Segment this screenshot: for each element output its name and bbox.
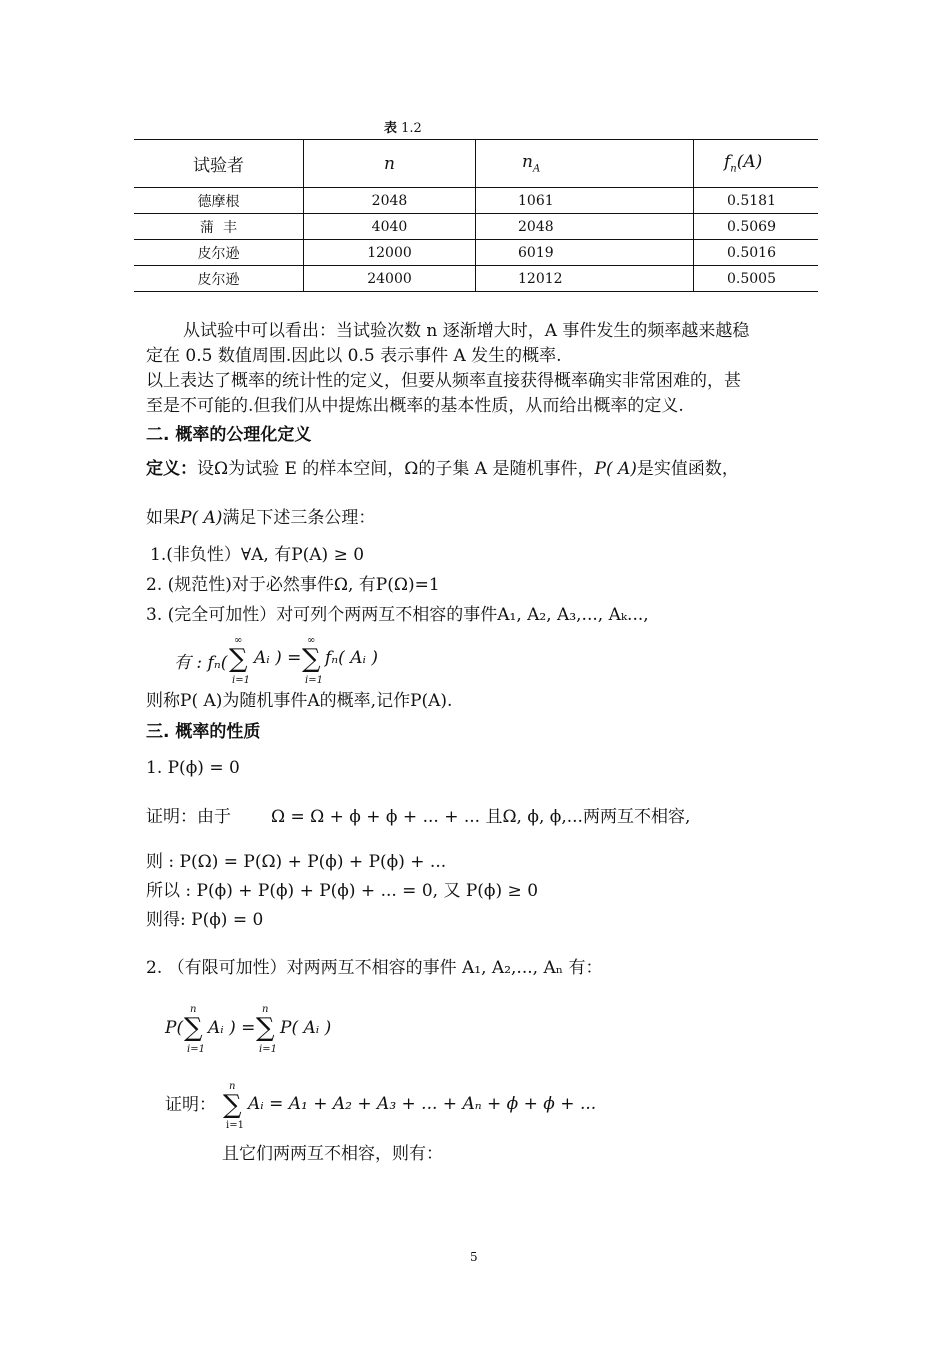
sum-upper-limit: n — [229, 1081, 236, 1092]
table-caption — [384, 117, 422, 136]
probability-definition: 则称P( A)为随机事件A的概率,记作P(A). — [146, 691, 453, 711]
property-1: 1. P(ϕ) = 0 — [146, 758, 240, 778]
axiom3-formula-lhs: 有 : fₙ( — [174, 653, 228, 673]
para2-line1: 以上表达了概率的统计性的定义，但要从频率直接获得概率确实非常困难的，甚 — [146, 371, 741, 391]
table-row — [134, 214, 818, 240]
summation-sign: ∑ — [223, 1090, 242, 1120]
cell-na: 1061 — [476, 188, 694, 214]
proof1-line1-formula: Ω = Ω + ϕ + ϕ + ... + ... 且Ω, ϕ, ϕ,...两两互不相容, — [271, 807, 691, 827]
sum-upper-limit: n — [262, 1004, 269, 1015]
page-number: 5 — [470, 1250, 478, 1264]
frequency-table — [134, 139, 818, 292]
cell-n: 4040 — [304, 214, 476, 240]
sum-lower-limit: i=1 — [226, 1120, 244, 1131]
cell-frequency: 0.5016 — [694, 240, 819, 266]
sum-lower-limit: i=1 — [305, 675, 323, 686]
prop2-formula-mid: Aᵢ ) = — [208, 1018, 256, 1038]
table-row — [134, 266, 818, 292]
axiom3-formula-mid: Aᵢ ) = — [254, 648, 302, 668]
proof1-line3: 所以 : P(ϕ) + P(ϕ) + P(ϕ) + ... = 0, 又 P(ϕ) ≥ 0 — [146, 881, 539, 901]
para1-line2: 定在 0.5 数值周围.因此以 0.5 表示事件 A 发生的概率. — [146, 346, 562, 366]
cell-frequency: 0.5069 — [694, 214, 819, 240]
summation-sign: ∑ — [184, 1013, 203, 1043]
proof2-formula: Aᵢ = A₁ + A₂ + A₃ + ... + Aₙ + ϕ + ϕ + ... — [248, 1094, 597, 1114]
summation-sign: ∑ — [229, 644, 248, 674]
if-line: 如果P( A)满足下述三条公理： — [146, 508, 376, 528]
cell-na: 6019 — [476, 240, 694, 266]
definition-line: 定义：设Ω为试验 E 的样本空间，Ω的子集 A 是随机事件，P( A)是实值函数， — [146, 459, 739, 479]
sum-lower-limit: i=1 — [232, 675, 250, 686]
cell-name: 德摩根 — [134, 188, 304, 214]
proof1-line4: 则得: P(ϕ) = 0 — [146, 910, 264, 930]
cell-frequency: 0.5005 — [694, 266, 819, 292]
cell-n: 12000 — [304, 240, 476, 266]
para1-line1: 从试验中可以看出：当试验次数 n 逐渐增大时，A 事件发生的频率越来越稳 — [183, 321, 750, 341]
definition-label: 定义： — [146, 459, 197, 479]
header-na: $n_A$ — [476, 140, 694, 188]
sum-upper-limit: ∞ — [307, 635, 316, 646]
cell-name: 蒲 丰 — [134, 214, 304, 240]
sum-upper-limit: n — [190, 1004, 197, 1015]
prop2-formula-lhs: P( — [165, 1018, 184, 1038]
proof2-next-line: 且它们两两互不相容，则有： — [222, 1144, 443, 1164]
header-n: n — [304, 140, 476, 188]
header-frequency: $f_n(A)$ — [694, 140, 819, 188]
cell-na: 2048 — [476, 214, 694, 240]
table-row — [134, 240, 818, 266]
header-experimenter: 试验者 — [134, 140, 304, 188]
summation-sign: ∑ — [256, 1013, 275, 1043]
cell-na: 12012 — [476, 266, 694, 292]
cell-n: 2048 — [304, 188, 476, 214]
caption-number: 1.2 — [401, 121, 422, 136]
proof1-line1: 证明：由于 — [146, 807, 231, 827]
sum-lower-limit: i=1 — [259, 1044, 277, 1055]
sum-lower-limit: i=1 — [187, 1044, 205, 1055]
sum-upper-limit: ∞ — [234, 635, 243, 646]
summation-sign: ∑ — [302, 644, 321, 674]
cell-n: 24000 — [304, 266, 476, 292]
para2-line2: 至是不可能的.但我们从中提炼出概率的基本性质，从而给出概率的定义. — [146, 396, 684, 416]
axiom3-formula-rhs: fₙ( Aᵢ ) — [325, 648, 378, 668]
property-2: 2. （有限可加性）对两两互不相容的事件 A₁, A₂,..., Aₙ 有： — [146, 958, 603, 978]
proof2-label: 证明： — [165, 1095, 216, 1115]
axiom-3: 3. (完全可加性）对可列个两两互不相容的事件A₁, A₂, A₃,..., Aₖ..., — [146, 605, 649, 625]
axiom-2: 2. (规范性)对于必然事件Ω, 有P(Ω)=1 — [146, 575, 440, 595]
caption-prefix: 表 — [384, 121, 398, 136]
cell-frequency: 0.5181 — [694, 188, 819, 214]
cell-name: 皮尔逊 — [134, 240, 304, 266]
section-heading-2: 二. 概率的公理化定义 — [146, 425, 312, 445]
prop2-formula-rhs: P( Aᵢ ) — [280, 1018, 332, 1038]
proof1-line2: 则 : P(Ω) = P(Ω) + P(ϕ) + P(ϕ) + ... — [146, 852, 447, 872]
axiom-1: 1.(非负性）∀A, 有P(A) ≥ 0 — [150, 545, 365, 565]
cell-name: 皮尔逊 — [134, 266, 304, 292]
section-heading-3: 三. 概率的性质 — [146, 722, 261, 742]
table-row — [134, 188, 818, 214]
table-header-row — [134, 140, 818, 188]
